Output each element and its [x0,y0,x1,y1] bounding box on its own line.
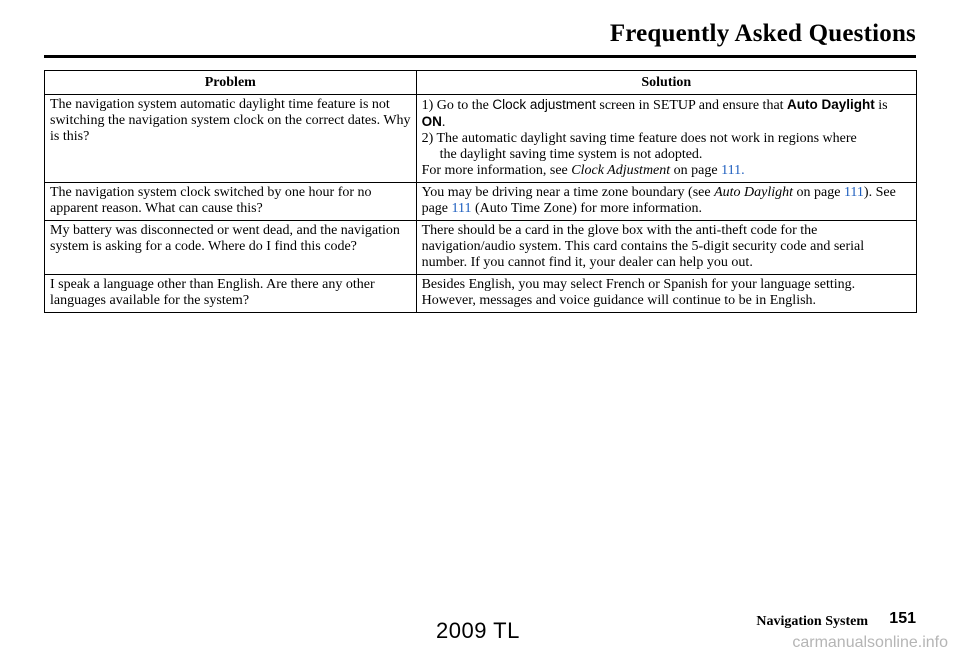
footer-section-name: Navigation System [756,614,868,629]
solution-text: (Auto Time Zone) for more information. [471,201,703,216]
table-header-row [45,71,917,95]
table-row [45,95,917,183]
model-watermark: 2009 TL [436,618,520,643]
solution-text: the daylight saving time system is not adopted. [439,147,703,162]
setting-name: Auto Daylight [787,97,875,112]
site-watermark: carmanualsonline.info [792,634,948,651]
solution-cell [416,183,916,221]
reference-title: Clock Adjustment [571,163,671,178]
problem-cell: I speak a language other than English. Are there any other languages available for the system? [45,275,417,313]
solution-text: 1) Go to the [421,98,493,113]
page-number: 151 [889,610,916,627]
faq-table [44,70,917,313]
solution-text: on page [793,185,844,200]
solution-cell: There should be a card in the glove box with the anti-theft code for the navigation/audio system. This card contains the 5-digit security code and serial number. If you cannot find it, your dealer can help you out. [416,221,916,275]
problem-cell: The navigation system clock switched by one hour for no apparent reason. What can cause this? [45,183,417,221]
table-row [45,275,917,313]
solution-text: 2) The automatic daylight saving time feature does not work in regions where [421,131,857,146]
solution-text: is [874,98,888,113]
page-link[interactable]: 111 [843,185,864,200]
page-link[interactable]: 111 [451,201,472,216]
solution-text: . [441,115,446,130]
column-header-solution: Solution [416,71,916,95]
problem-cell: The navigation system automatic daylight time feature is not switching the navigation system clock on the correct dates. Why is this? [45,95,417,183]
solution-text: ). See page [421,185,896,216]
setting-value: ON [421,114,442,129]
solution-text: For more information, see [421,163,572,178]
solution-text: You may be driving near a time zone boundary (see [421,185,715,200]
screen-name: Clock adjustment [492,97,596,112]
reference-title: Auto Daylight [714,185,794,200]
solution-cell [416,95,916,183]
column-header-problem: Problem [45,71,417,95]
solution-text: on page [670,163,722,178]
problem-cell: My battery was disconnected or went dead, and the navigation system is asking for a code. Where do I find this code? [45,221,417,275]
solution-text: screen in SETUP and ensure that [595,98,788,113]
page-title: Frequently Asked Questions [609,20,916,47]
table-row [45,221,917,275]
title-divider [44,55,916,58]
solution-cell: Besides English, you may select French or Spanish for your language setting. However, messages and voice guidance will continue to be in English. [416,275,916,313]
table-row [45,183,917,221]
page-link[interactable]: 111. [721,163,745,178]
